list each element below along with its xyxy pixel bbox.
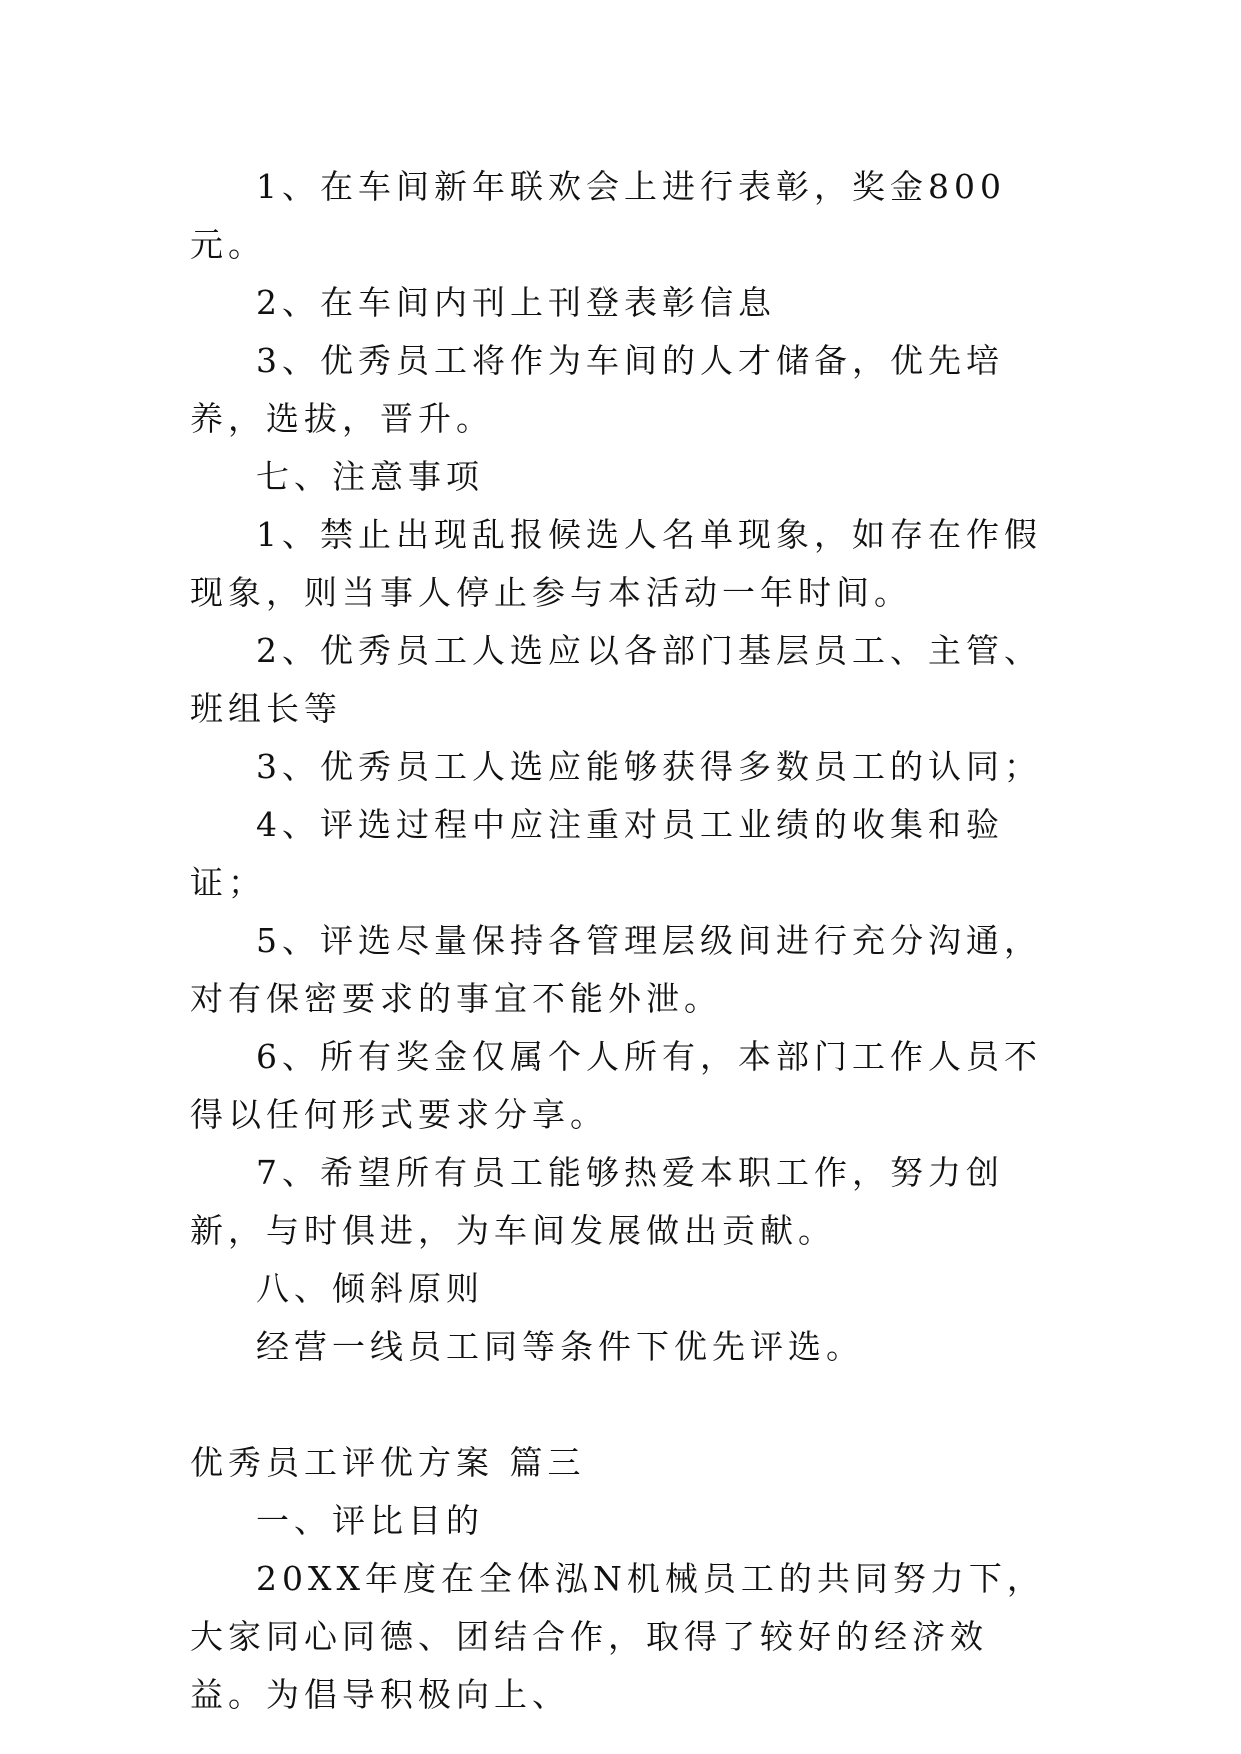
paragraph-note-1: 1、禁止出现乱报候选人名单现象，如存在作假现象，则当事人停止参与本活动一年时间。	[190, 515, 1042, 612]
section-title: 优秀员工评优方案 篇三	[190, 1443, 586, 1482]
paragraph-reward-3: 3、优秀员工将作为车间的人才储备，优先培养，选拔，晋升。	[190, 341, 1004, 438]
heading-notes: 七、注意事项	[256, 457, 484, 496]
section-gap	[190, 1376, 1060, 1434]
paragraph-note-5: 5、评选尽量保持各管理层级间进行充分沟通，对有保密要求的事宜不能外泄。	[190, 921, 1042, 1018]
paragraph-note-6: 6、所有奖金仅属个人所有，本部门工作人员不得以任何形式要求分享。	[190, 1037, 1042, 1134]
paragraph-tilt-principle: 经营一线员工同等条件下优先评选。	[256, 1327, 864, 1366]
paragraph-reward-1: 1、在车间新年联欢会上进行表彰，奖金800元。	[190, 167, 1006, 264]
paragraph-note-2: 2、优秀员工人选应以各部门基层员工、主管、班组长等	[190, 631, 1042, 728]
paragraph-purpose: 20XX年度在全体泓N机械员工的共同努力下，大家同心同德、团结合作，取得了较好的经济效益。为倡导积极向上、	[190, 1559, 1045, 1714]
paragraph-note-3: 3、优秀员工人选应能够获得多数员工的认同；	[256, 747, 1042, 786]
heading-tilt-principle: 八、倾斜原则	[256, 1269, 484, 1308]
heading-purpose: 一、评比目的	[256, 1501, 484, 1540]
paragraph-note-4: 4、评选过程中应注重对员工业绩的收集和验证；	[190, 805, 1004, 902]
document-body	[190, 158, 1060, 1724]
paragraph-reward-2: 2、在车间内刊上刊登表彰信息	[256, 283, 776, 322]
paragraph-note-7: 7、希望所有员工能够热爱本职工作，努力创新，与时俱进，为车间发展做出贡献。	[190, 1153, 1004, 1250]
